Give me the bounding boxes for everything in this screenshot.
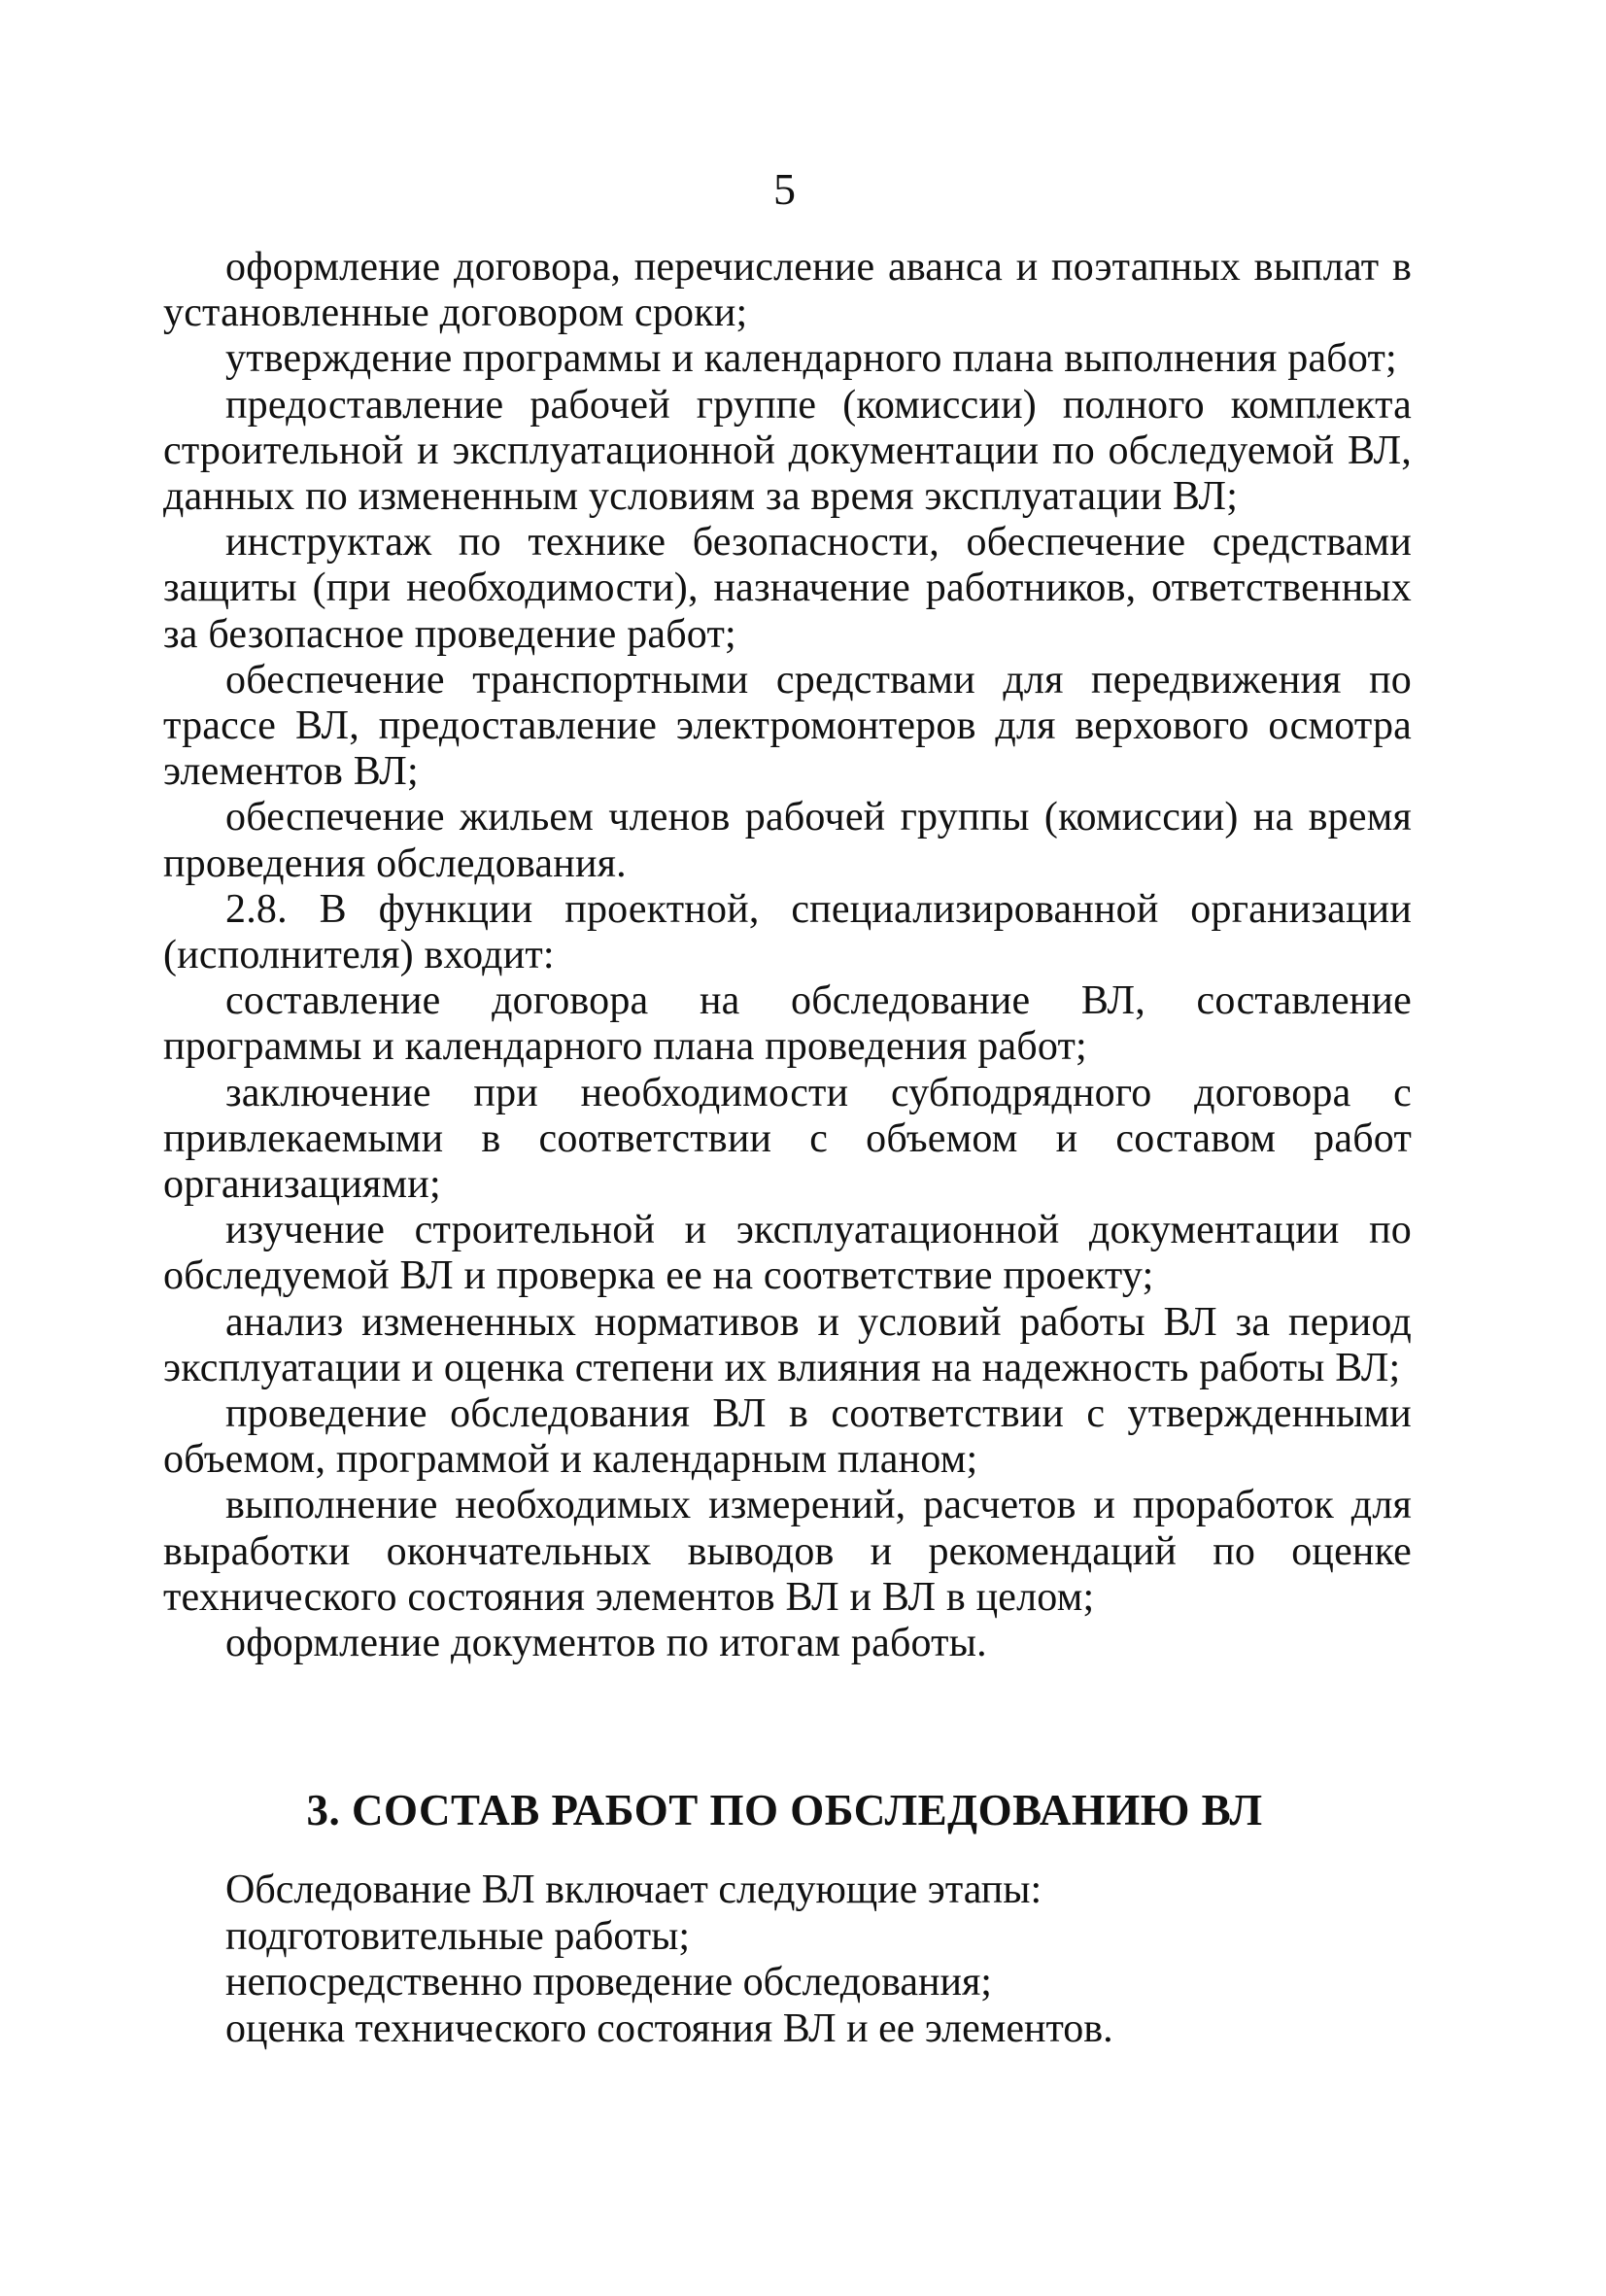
paragraph-section-2-8: 2.8. В функции проектной, специализированной организации (исполнителя) входит: [163, 886, 1412, 978]
stage-preparatory: подготовительные работы; [225, 1913, 691, 1959]
stage-inspection: непосредственно проведение обследования; [225, 1960, 992, 2005]
paragraph-documentation: предоставление рабочей группе (комиссии) полного комплекта строительной и эксплуатационной документации по обследуемой ВЛ, данных по измененным условиям за время эксплуатации ВЛ; [163, 382, 1412, 520]
section-3-intro: Обследование ВЛ включает следующие этапы: [225, 1868, 1042, 1912]
paragraph-subcontract: заключение при необходимости субподрядного договора с привлекаемыми в соответствии с объемом и составом работ организациями; [163, 1070, 1412, 1208]
paragraph-program-approval: утверждение программы и календарного плана выполнения работ; [225, 336, 1397, 382]
stage-assessment: оценка технического состояния ВЛ и ее элементов. [225, 2005, 1113, 2051]
paragraph-housing: обеспечение жильем членов рабочей группы (комиссии) на время проведения обследования. [163, 795, 1412, 886]
paragraph-inspection: проведение обследования ВЛ в соответствии с утвержденными объемом, программой и календарным планом; [163, 1391, 1412, 1483]
section-heading: 3. СОСТАВ РАБОТ ПО ОБСЛЕДОВАНИЮ ВЛ [306, 1786, 1263, 1834]
paragraph-doc-study: изучение строительной и эксплуатационной документации по обследуемой ВЛ и проверка ее на соответствие проекту; [163, 1208, 1412, 1299]
paragraph-final-docs: оформление документов по итогам работы. [225, 1621, 987, 1666]
paragraph-measurements: выполнение необходимых измерений, расчетов и проработок для выработки окончательных выводов и рекомендаций по оценке технического состояния элементов ВЛ и ВЛ в целом; [163, 1483, 1412, 1620]
paragraph-norms-analysis: анализ измененных нормативов и условий работы ВЛ за период эксплуатации и оценка степени их влияния на надежность работы ВЛ; [163, 1299, 1412, 1390]
body-text [163, 245, 1412, 1666]
paragraph-transport: обеспечение транспортными средствами для передвижения по трассе ВЛ, предоставление электромонтеров для верхового осмотра элементов ВЛ; [163, 657, 1412, 795]
paragraph-contract-payment: оформление договора, перечисление аванса и поэтапных выплат в установленные договором сроки; [163, 245, 1412, 336]
paragraph-contract-drafting: составление договора на обследование ВЛ, составление программы и календарного плана проведения работ; [163, 978, 1412, 1070]
paragraph-safety-briefing: инструктаж по технике безопасности, обеспечение средствами защиты (при необходимости), назначение работников, ответственных за безопасное проведение работ; [163, 520, 1412, 657]
page-number: 5 [773, 164, 796, 214]
section-3-text [225, 1868, 1412, 2052]
